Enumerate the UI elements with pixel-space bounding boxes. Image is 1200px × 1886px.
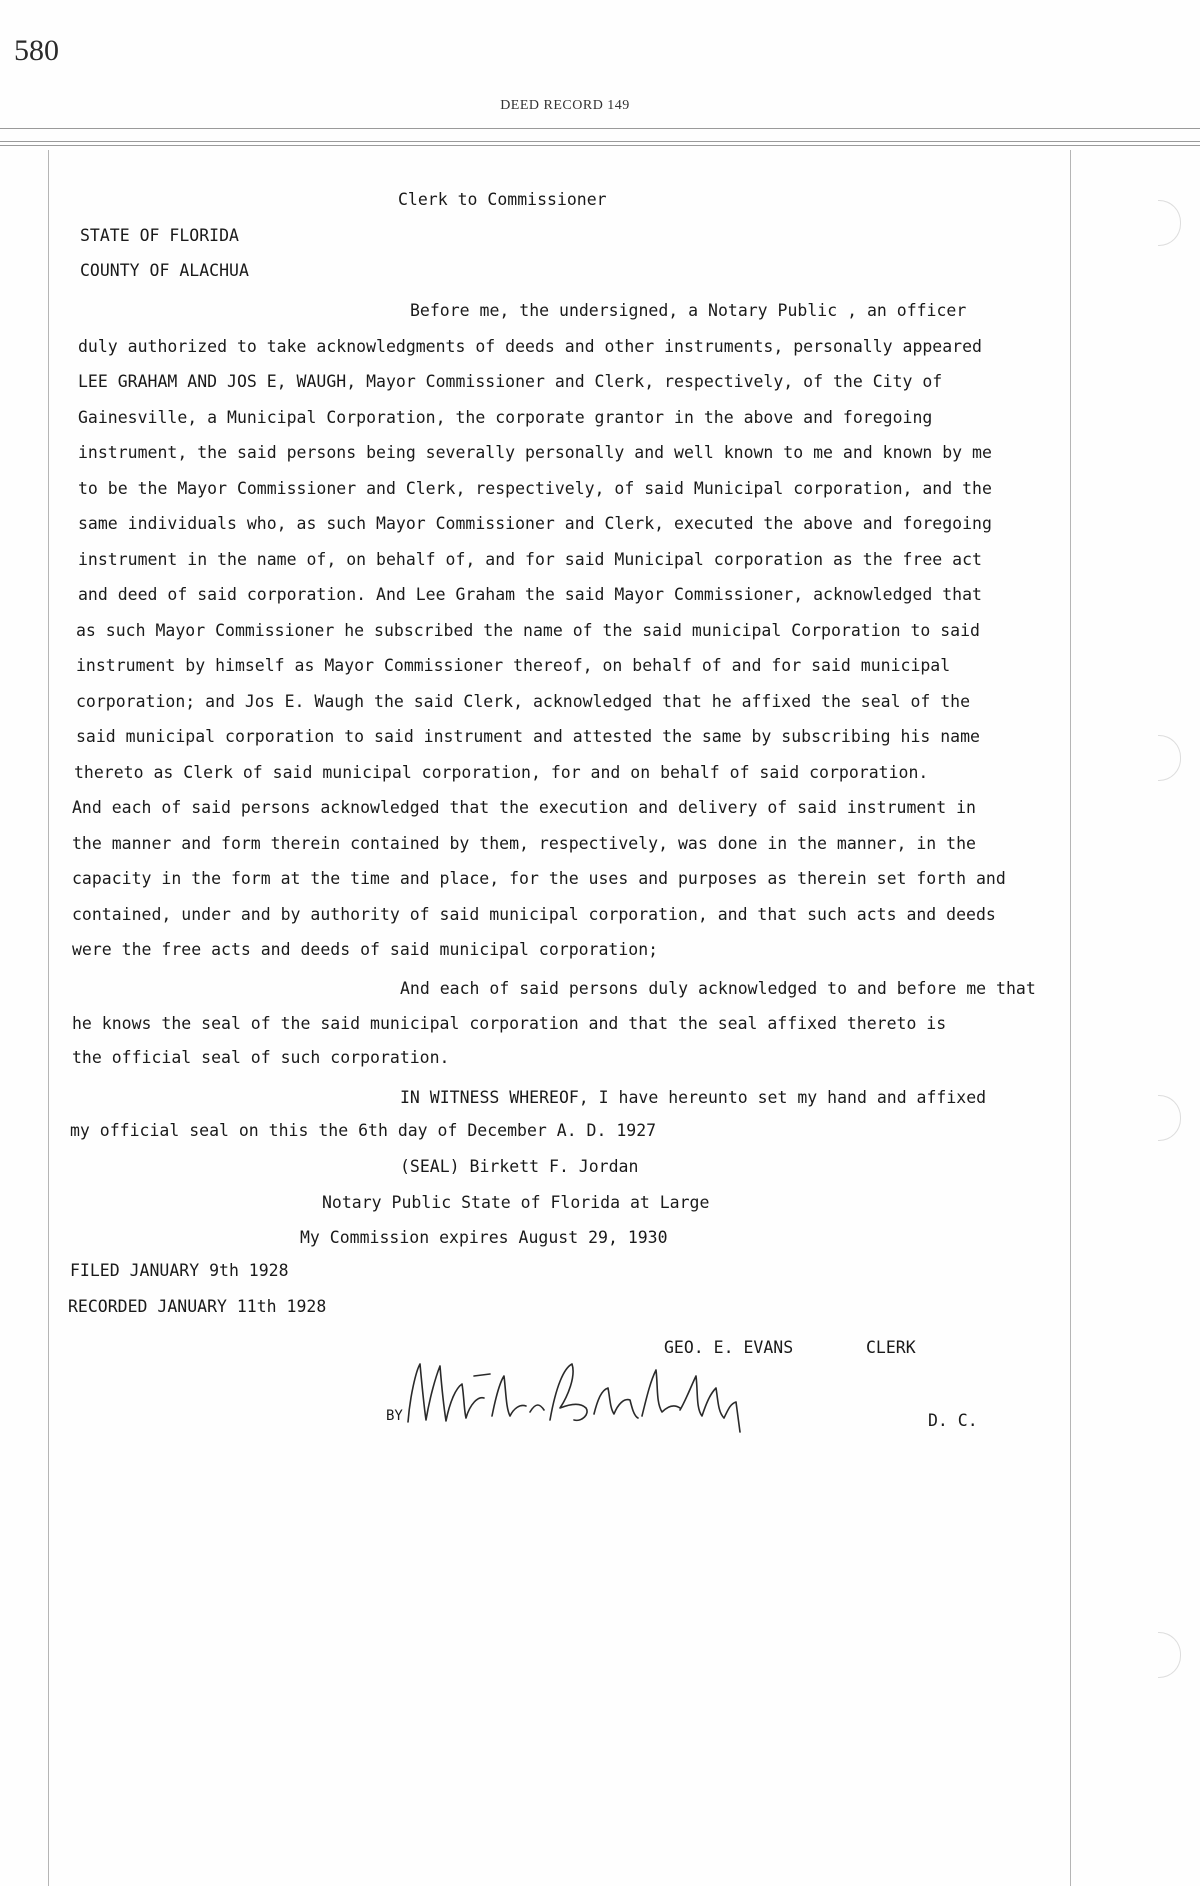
handwritten-signature <box>380 1346 760 1436</box>
notary-signature: (SEAL) Birkett F. Jordan <box>400 1157 639 1176</box>
binding-hole <box>1158 1095 1181 1141</box>
body-line: the manner and form therein contained by them, respectively, was done in the manner, in the <box>72 834 976 853</box>
body-line: And each of said persons duly acknowledged to and before me that <box>400 979 1036 998</box>
body-line: duly authorized to take acknowledgments of deeds and other instruments, personally appeared <box>78 337 982 356</box>
document-heading: Clerk to Commissioner <box>398 190 607 209</box>
body-line: to be the Mayor Commissioner and Clerk, respectively, of said Municipal corporation, and the <box>78 479 992 498</box>
body-line: same individuals who, as such Mayor Commissioner and Clerk, executed the above and foregoing <box>78 514 992 533</box>
body-line: Gainesville, a Municipal Corporation, the corporate grantor in the above and foregoing <box>78 408 933 427</box>
clerk-title: CLERK <box>866 1338 916 1357</box>
commission-expiry: My Commission expires August 29, 1930 <box>300 1228 668 1247</box>
body-line: Before me, the undersigned, a Notary Public , an officer <box>410 301 967 320</box>
left-margin-line <box>48 150 49 1886</box>
clerk-name: GEO. E. EVANS <box>664 1338 794 1357</box>
body-line: were the free acts and deeds of said municipal corporation; <box>72 940 659 959</box>
witness-line: my official seal on this the 6th day of December A. D. 1927 <box>70 1121 657 1140</box>
binding-hole <box>1158 200 1181 246</box>
body-line: said municipal corporation to said instrument and attested the same by subscribing his name <box>76 727 980 746</box>
right-margin-line <box>1070 150 1071 1886</box>
body-line: corporation; and Jos E. Waugh the said Clerk, acknowledged that he affixed the seal of the <box>76 692 971 711</box>
body-line: instrument in the name of, on behalf of, and for said Municipal corporation as the free act <box>78 550 982 569</box>
body-line: thereto as Clerk of said municipal corporation, for and on behalf of said corporation. <box>74 763 929 782</box>
by-label: BY <box>386 1408 403 1424</box>
body-line: he knows the seal of the said municipal corporation and that the seal affixed thereto is <box>72 1014 947 1033</box>
page-number: 580 <box>14 34 59 67</box>
body-line: And each of said persons acknowledged that the execution and delivery of said instrument in <box>72 798 976 817</box>
header-rule <box>0 141 1200 142</box>
body-line: capacity in the form at the time and place, for the uses and purposes as therein set forth and <box>72 869 1006 888</box>
body-line: contained, under and by authority of said municipal corporation, and that such acts and deeds <box>72 905 996 924</box>
body-line: instrument by himself as Mayor Commissioner thereof, on behalf of and for said municipal <box>76 656 951 675</box>
body-line: and deed of said corporation. And Lee Graham the said Mayor Commissioner, acknowledged that <box>78 585 982 604</box>
body-line: the official seal of such corporation. <box>72 1048 450 1067</box>
notary-title: Notary Public State of Florida at Large <box>322 1193 710 1212</box>
witness-line: IN WITNESS WHEREOF, I have hereunto set my hand and affixed <box>400 1088 987 1107</box>
body-line: LEE GRAHAM AND JOS E, WAUGH, Mayor Commissioner and Clerk, respectively, of the City of <box>78 372 943 391</box>
header-rule <box>0 145 1200 146</box>
body-line: as such Mayor Commissioner he subscribed the name of the said municipal Corporation to said <box>76 621 980 640</box>
deputy-clerk-title: D. C. <box>928 1411 978 1430</box>
recorded-date: RECORDED JANUARY 11th 1928 <box>68 1297 327 1316</box>
body-line: instrument, the said persons being severally personally and well known to me and known by me <box>78 443 992 462</box>
book-title: DEED RECORD 149 <box>500 98 630 113</box>
header-rule <box>0 128 1200 129</box>
county-line: COUNTY OF ALACHUA <box>80 261 249 280</box>
state-line: STATE OF FLORIDA <box>80 226 239 245</box>
binding-hole <box>1158 735 1181 781</box>
filed-date: FILED JANUARY 9th 1928 <box>70 1261 289 1280</box>
binding-hole <box>1158 1632 1181 1678</box>
